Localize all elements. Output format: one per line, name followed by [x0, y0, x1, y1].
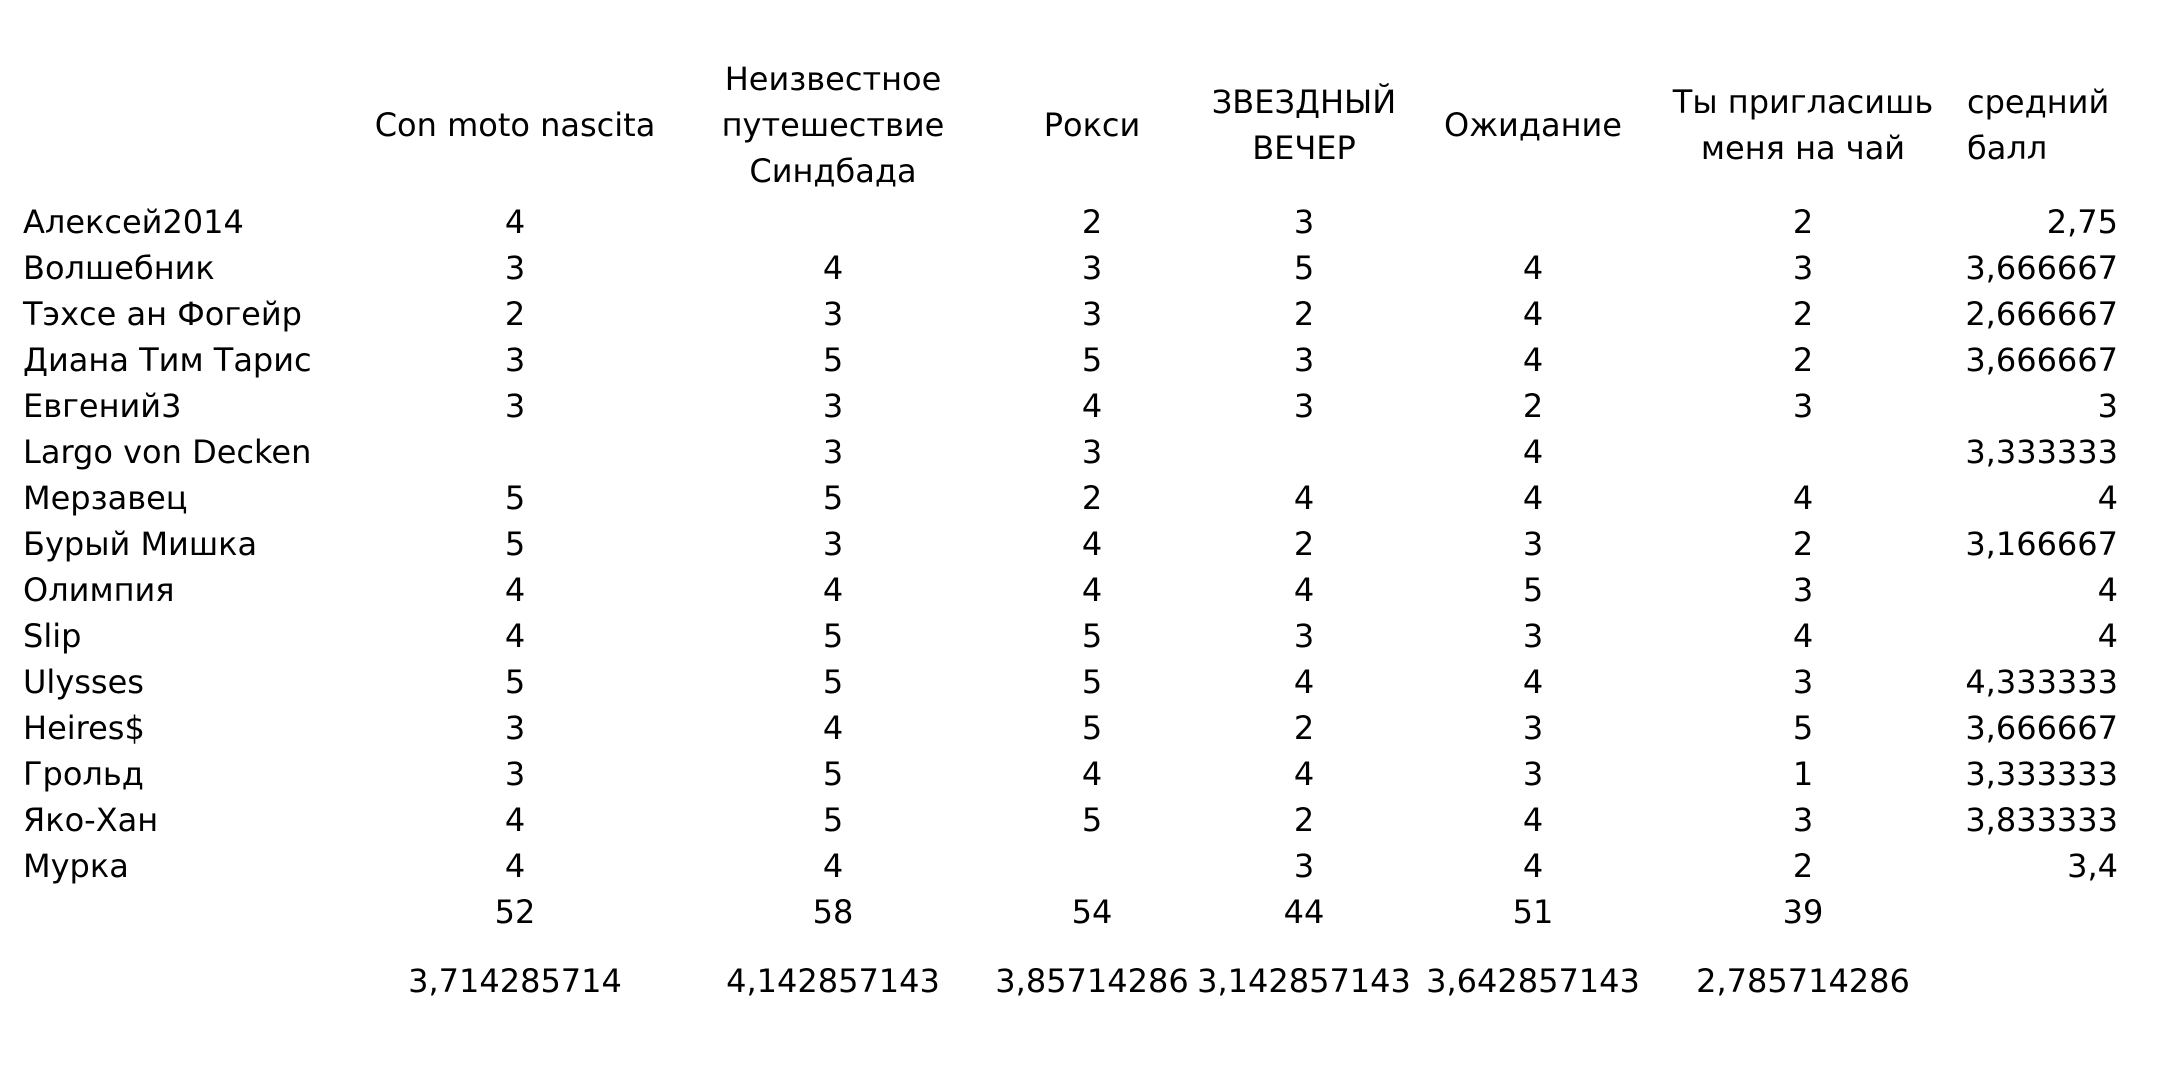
score-cell: 5: [504, 479, 526, 517]
row-name: Алексей2014: [23, 203, 244, 241]
score-cell: 2: [1293, 709, 1315, 747]
score-cell: 5: [822, 755, 844, 793]
score-cell: 3: [822, 387, 844, 425]
score-cell: 4: [822, 571, 844, 609]
row-name: Диана Тим Тарис: [23, 341, 312, 379]
column-header-line: Неизвестное: [724, 60, 942, 98]
column-total: 54: [1071, 893, 1113, 931]
row-name: Грольд: [23, 755, 144, 793]
average-cell: 3: [2097, 387, 2118, 425]
score-cell: 2: [1293, 525, 1315, 563]
score-cell: 5: [822, 341, 844, 379]
score-cell: 4: [822, 249, 844, 287]
score-cell: 4: [504, 847, 526, 885]
score-cell: 3: [1081, 249, 1103, 287]
row-name: Slip: [23, 617, 82, 655]
score-cell: 3: [1081, 433, 1103, 471]
column-header-line: Синдбада: [749, 152, 917, 190]
column-average: 2,785714286: [1696, 962, 1910, 1000]
score-cell: 4: [1293, 479, 1315, 517]
score-cell: 4: [1522, 295, 1544, 333]
column-average: 3,142857143: [1197, 962, 1411, 1000]
score-cell: 3: [504, 387, 526, 425]
score-cell: 3: [1081, 295, 1103, 333]
score-cell: 3: [1522, 709, 1544, 747]
score-cell: 5: [1081, 801, 1103, 839]
average-cell: 3,333333: [1965, 433, 2118, 471]
column-average: 3,714285714: [408, 962, 622, 1000]
score-cell: 2: [1792, 525, 1814, 563]
column-header-line: Ожидание: [1444, 106, 1622, 144]
score-cell: 4: [1081, 387, 1103, 425]
score-cell: 3: [504, 755, 526, 793]
row-name: Бурый Мишка: [23, 525, 258, 563]
score-cell: 5: [504, 663, 526, 701]
score-cell: 4: [1522, 341, 1544, 379]
score-cell: 5: [822, 479, 844, 517]
score-cell: 5: [1081, 663, 1103, 701]
score-cell: 3: [822, 295, 844, 333]
score-cell: 3: [1792, 663, 1814, 701]
column-header: [1383, 102, 1683, 148]
score-cell: 2: [1792, 295, 1814, 333]
column-header: [683, 56, 983, 194]
average-cell: 4: [2097, 617, 2118, 655]
column-header-line: путешествие: [721, 106, 945, 144]
column-average: 3,642857143: [1426, 962, 1640, 1000]
column-header-line: Рокси: [1043, 106, 1141, 144]
score-cell: 3: [1792, 801, 1814, 839]
average-cell: 3,4: [2067, 847, 2118, 885]
column-header-line: Ты пригласишь: [1672, 83, 1934, 121]
score-cell: 4: [1293, 755, 1315, 793]
column-header: [1653, 79, 1953, 171]
row-name: Волшебник: [23, 249, 215, 287]
row-name: Яко-Хан: [23, 801, 159, 839]
row-name: Ulysses: [23, 663, 144, 701]
average-cell: 3,666667: [1965, 249, 2118, 287]
score-cell: 5: [1081, 617, 1103, 655]
score-cell: 2: [1293, 295, 1315, 333]
score-cell: 4: [504, 203, 526, 241]
column-total: 44: [1283, 893, 1325, 931]
score-cell: 4: [822, 847, 844, 885]
row-name: Олимпия: [23, 571, 175, 609]
row-name: Мурка: [23, 847, 129, 885]
average-cell: 4: [2097, 479, 2118, 517]
column-header: [1967, 79, 2157, 171]
score-cell: 4: [822, 709, 844, 747]
column-total: 52: [494, 893, 536, 931]
average-cell: 4,333333: [1965, 663, 2118, 701]
average-cell: 3,333333: [1965, 755, 2118, 793]
score-cell: 3: [1522, 525, 1544, 563]
column-total: 39: [1782, 893, 1824, 931]
score-cell: 4: [1081, 571, 1103, 609]
score-cell: 2: [1792, 847, 1814, 885]
score-cell: 4: [1522, 801, 1544, 839]
score-cell: 4: [1081, 755, 1103, 793]
score-cell: 3: [1293, 617, 1315, 655]
score-cell: 5: [1293, 249, 1315, 287]
column-average: 3,85714286: [995, 962, 1189, 1000]
score-cell: 2: [504, 295, 526, 333]
score-cell: 4: [504, 571, 526, 609]
score-cell: 3: [1792, 249, 1814, 287]
score-cell: 3: [1792, 571, 1814, 609]
column-header-line: Con moto nascita: [374, 106, 656, 144]
row-name: Largo von Decken: [23, 433, 312, 471]
score-cell: 3: [1522, 755, 1544, 793]
score-cell: 4: [1293, 571, 1315, 609]
score-cell: 3: [1293, 387, 1315, 425]
score-cell: 5: [822, 663, 844, 701]
score-cell: 2: [1293, 801, 1315, 839]
row-name: Тэхсе ан Фогейр: [23, 295, 302, 333]
score-cell: 3: [504, 709, 526, 747]
row-name: Мерзавец: [23, 479, 188, 517]
score-cell: 1: [1792, 755, 1814, 793]
score-cell: 3: [1792, 387, 1814, 425]
average-cell: 3,833333: [1965, 801, 2118, 839]
score-cell: 2: [1081, 479, 1103, 517]
average-cell: 2,75: [2046, 203, 2118, 241]
score-cell: 5: [822, 801, 844, 839]
column-header-line: меня на чай: [1700, 129, 1906, 167]
score-cell: 5: [1081, 341, 1103, 379]
score-cell: 2: [1522, 387, 1544, 425]
score-cell: 4: [504, 801, 526, 839]
score-cell: 3: [1293, 203, 1315, 241]
score-cell: 4: [1522, 249, 1544, 287]
column-header-line: балл: [1967, 129, 2048, 167]
score-cell: 4: [1522, 479, 1544, 517]
score-cell: 4: [1792, 479, 1814, 517]
row-name: Евгений3: [23, 387, 182, 425]
score-cell: 5: [1792, 709, 1814, 747]
column-total: 58: [812, 893, 854, 931]
average-cell: 2,666667: [1965, 295, 2118, 333]
score-cell: 3: [822, 525, 844, 563]
score-cell: 5: [504, 525, 526, 563]
score-cell: 4: [504, 617, 526, 655]
score-cell: 4: [1293, 663, 1315, 701]
score-cell: 4: [1522, 433, 1544, 471]
score-cell: 5: [822, 617, 844, 655]
column-total: 51: [1512, 893, 1554, 931]
score-cell: 3: [504, 249, 526, 287]
score-cell: 3: [1293, 341, 1315, 379]
score-cell: 3: [822, 433, 844, 471]
score-cell: 5: [1522, 571, 1544, 609]
average-cell: 3,666667: [1965, 709, 2118, 747]
score-cell: 2: [1792, 203, 1814, 241]
score-cell: 4: [1522, 847, 1544, 885]
score-cell: 4: [1792, 617, 1814, 655]
average-cell: 3,666667: [1965, 341, 2118, 379]
column-average: 4,142857143: [726, 962, 940, 1000]
score-cell: 4: [1522, 663, 1544, 701]
score-cell: 3: [504, 341, 526, 379]
score-cell: 2: [1081, 203, 1103, 241]
column-header-line: средний: [1967, 83, 2110, 121]
average-cell: 3,166667: [1965, 525, 2118, 563]
score-cell: 4: [1081, 525, 1103, 563]
score-cell: 3: [1293, 847, 1315, 885]
average-cell: 4: [2097, 571, 2118, 609]
score-cell: 2: [1792, 341, 1814, 379]
score-cell: 5: [1081, 709, 1103, 747]
row-name: Heires$: [23, 709, 145, 747]
score-cell: 3: [1522, 617, 1544, 655]
column-header-line: ВЕЧЕР: [1252, 129, 1356, 167]
column-header: [365, 102, 665, 148]
column-header-line: ЗВЕЗДНЫЙ: [1211, 83, 1397, 121]
